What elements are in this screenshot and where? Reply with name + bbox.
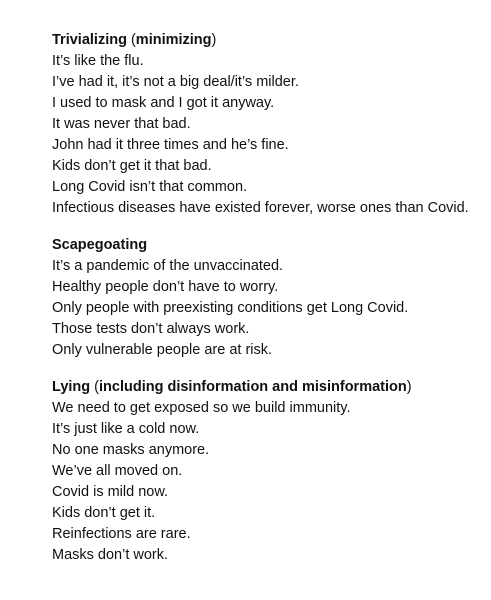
list-item: We need to get exposed so we build immunity. [52,400,351,416]
heading-title: Trivializing [52,32,127,48]
list-item: Only people with preexisting conditions get Long Covid. [52,300,409,316]
list-item: It’s just like a cold now. [52,421,200,437]
document-page [52,30,482,582]
section-heading [52,235,482,256]
list-item: I used to mask and I got it anyway. [52,95,275,111]
list-item: Infectious diseases have existed forever, worse ones than Covid. [52,200,469,216]
heading-paren-open: ( [126,32,136,48]
list-item: Those tests don’t always work. [52,321,250,337]
section-heading [52,377,482,398]
list-item: Healthy people don’t have to worry. [52,279,279,295]
heading-subtitle: including disinformation and misinformation [99,379,407,395]
heading-subtitle: minimizing [135,32,212,48]
heading-paren-close: ) [211,32,217,48]
heading-paren-open: ( [90,379,99,395]
list-item: Masks don’t work. [52,547,169,563]
list-item: I’ve had it, it’s not a big deal/it’s milder. [52,74,299,90]
list-item: We’ve all moved on. [52,463,183,479]
section-lying [52,377,482,566]
list-item: Kids don’t get it. [52,505,156,521]
section-trivializing [52,30,482,219]
heading-title: Lying [52,379,91,395]
list-item: Reinfections are rare. [52,526,191,542]
list-item: Only vulnerable people are at risk. [52,342,273,358]
list-item: Long Covid isn’t that common. [52,179,248,195]
section-heading [52,30,482,51]
list-item: It’s like the flu. [52,53,144,69]
list-item: Covid is mild now. [52,484,169,500]
section-scapegoating [52,235,482,361]
list-item: No one masks anymore. [52,442,210,458]
heading-paren-close: ) [406,379,412,395]
list-item: Kids don’t get it that bad. [52,158,212,174]
heading-title: Scapegoating [52,237,148,253]
list-item: It’s a pandemic of the unvaccinated. [52,258,284,274]
list-item: It was never that bad. [52,116,191,132]
list-item: John had it three times and he’s fine. [52,137,289,153]
